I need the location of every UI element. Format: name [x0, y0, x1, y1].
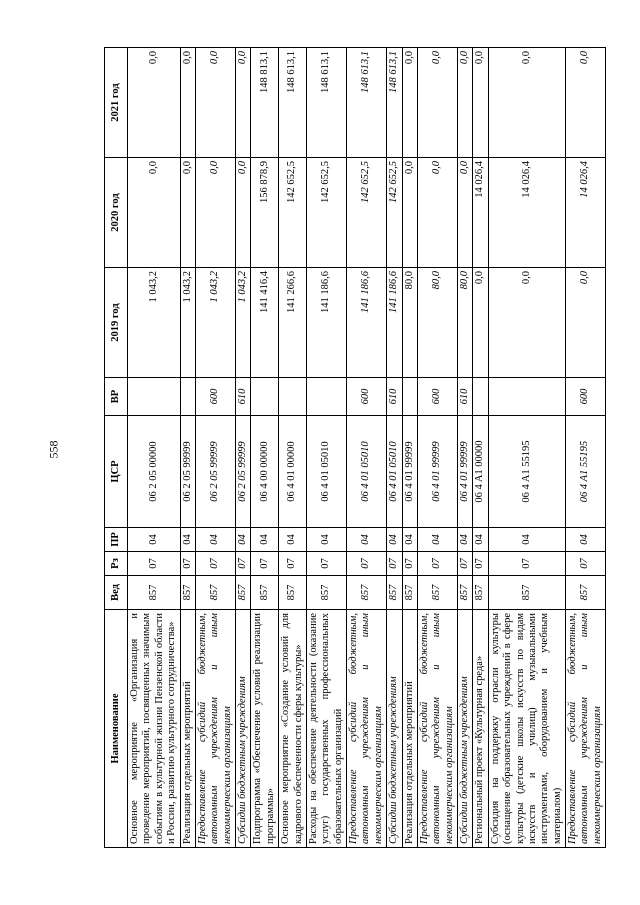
table-cell-2020: 0,0	[417, 158, 457, 268]
table-cell-vr: 610	[458, 378, 473, 416]
table-cell-vr: 600	[347, 378, 387, 416]
table-cell-2020: 0,0	[236, 158, 251, 268]
table-row	[387, 48, 402, 848]
table-row	[180, 48, 195, 848]
table-cell-2020: 0,0	[402, 158, 417, 268]
table-cell-2019: 1 043,2	[128, 268, 181, 378]
table-row	[566, 48, 606, 848]
page-number: 558	[46, 440, 61, 459]
table-cell-ved: 857	[458, 576, 473, 610]
table-cell-name: Подпрограмма «Обеспечение условий реализации программы»	[251, 610, 279, 848]
table-cell-2021: 0,0	[402, 48, 417, 158]
table-cell-ved: 857	[279, 576, 307, 610]
table-cell-2019: 1 043,2	[236, 268, 251, 378]
table-cell-rz: 07	[347, 552, 387, 576]
table-cell-ved: 857	[566, 576, 606, 610]
table-cell-ved: 857	[306, 576, 346, 610]
table-cell-vr	[488, 378, 565, 416]
table-cell-csr: 06 4 01 99999	[402, 416, 417, 528]
table-row	[128, 48, 181, 848]
table-cell-2021: 0,0	[236, 48, 251, 158]
table-cell-pr: 04	[180, 528, 195, 552]
table-cell-2020: 14 026,4	[488, 158, 565, 268]
table-cell-pr: 04	[195, 528, 235, 552]
table-cell-2021: 0,0	[458, 48, 473, 158]
table-cell-2021: 148 613,1	[279, 48, 307, 158]
table-cell-csr: 06 4 01 99999	[417, 416, 457, 528]
budget-table	[104, 47, 606, 848]
table-row	[236, 48, 251, 848]
table-cell-2020: 142 652,5	[306, 158, 346, 268]
header-ved: Вед	[105, 576, 128, 610]
table-cell-name: Региональный проект «Культурная среда»	[473, 610, 488, 848]
table-cell-2021: 0,0	[180, 48, 195, 158]
table-cell-csr: 06 2 05 99999	[236, 416, 251, 528]
table-cell-name: Субсидии бюджетным учреждениям	[458, 610, 473, 848]
table-cell-2020: 0,0	[180, 158, 195, 268]
table-cell-2020: 0,0	[128, 158, 181, 268]
table-cell-pr: 04	[251, 528, 279, 552]
table-cell-csr: 06 4 01 05010	[347, 416, 387, 528]
table-cell-pr: 04	[347, 528, 387, 552]
table-cell-name: Предоставление субсидий бюджетным, автономным учреждениям и иным некоммерческим организациям	[347, 610, 387, 848]
table-cell-rz: 07	[473, 552, 488, 576]
table-cell-vr	[251, 378, 279, 416]
table-cell-pr: 04	[488, 528, 565, 552]
table-cell-ved: 857	[473, 576, 488, 610]
table-cell-name: Субсидии бюджетным учреждениям	[236, 610, 251, 848]
table-cell-name: Субсидия на поддержку отрасли культуры (оснащение образовательных учреждений в сфере культуры (детские школы искусств по видам искусств и училищ) музыкальными инструментами, оборудованием и учебным материалом)	[488, 610, 565, 848]
table-cell-2021: 0,0	[195, 48, 235, 158]
table-cell-pr: 04	[236, 528, 251, 552]
table-cell-rz: 07	[566, 552, 606, 576]
table-cell-2021: 0,0	[566, 48, 606, 158]
table-cell-name: Реализация отдельных мероприятий	[402, 610, 417, 848]
table-cell-2019: 0,0	[473, 268, 488, 378]
table-row	[347, 48, 387, 848]
table-cell-2019: 0,0	[566, 268, 606, 378]
table-cell-2021: 148 613,1	[387, 48, 402, 158]
table-cell-pr: 04	[473, 528, 488, 552]
table-cell-ved: 857	[347, 576, 387, 610]
table-cell-name: Предоставление субсидий бюджетным, автономным учреждениям и иным некоммерческим организациям	[195, 610, 235, 848]
table-cell-name: Предоставление субсидий бюджетным, автономным учреждениям и иным некоммерческим организациям	[566, 610, 606, 848]
table-cell-rz: 07	[458, 552, 473, 576]
table-cell-ved: 857	[417, 576, 457, 610]
table-cell-2020: 0,0	[195, 158, 235, 268]
table-cell-2020: 0,0	[458, 158, 473, 268]
table-cell-2021: 0,0	[488, 48, 565, 158]
table-cell-rz: 07	[279, 552, 307, 576]
table-row	[473, 48, 488, 848]
table-cell-pr: 04	[279, 528, 307, 552]
table-cell-2019: 80,0	[417, 268, 457, 378]
table-cell-name: Реализация отдельных мероприятий	[180, 610, 195, 848]
table-cell-pr: 04	[402, 528, 417, 552]
table-cell-csr: 06 4 A1 55195	[566, 416, 606, 528]
table-cell-ved: 857	[180, 576, 195, 610]
table-cell-2019: 141 266,6	[279, 268, 307, 378]
table-cell-vr	[473, 378, 488, 416]
table-cell-name: Предоставление субсидий бюджетным, автономным учреждениям и иным некоммерческим организациям	[417, 610, 457, 848]
table-cell-rz: 07	[195, 552, 235, 576]
table-header-row	[105, 48, 128, 848]
table-cell-csr: 06 2 05 99999	[180, 416, 195, 528]
table-cell-vr: 600	[566, 378, 606, 416]
table-cell-vr: 600	[417, 378, 457, 416]
table-cell-pr: 04	[566, 528, 606, 552]
table-cell-2020: 142 652,5	[279, 158, 307, 268]
header-rz: Рз	[105, 552, 128, 576]
table-cell-rz: 07	[306, 552, 346, 576]
header-vr: ВР	[105, 378, 128, 416]
table-cell-rz: 07	[488, 552, 565, 576]
table-cell-2020: 142 652,5	[347, 158, 387, 268]
table-cell-2020: 142 652,5	[387, 158, 402, 268]
table-cell-2020: 14 026,4	[566, 158, 606, 268]
header-2020: 2020 год	[105, 158, 128, 268]
table-cell-2021: 148 613,1	[347, 48, 387, 158]
table-cell-2019: 80,0	[402, 268, 417, 378]
table-cell-pr: 04	[387, 528, 402, 552]
table-cell-ved: 857	[236, 576, 251, 610]
table-cell-rz: 07	[251, 552, 279, 576]
table-cell-pr: 04	[417, 528, 457, 552]
table-cell-ved: 857	[128, 576, 181, 610]
table-cell-2021: 0,0	[417, 48, 457, 158]
table-cell-csr: 06 4 01 99999	[458, 416, 473, 528]
table-row	[488, 48, 565, 848]
header-name: Наименование	[105, 610, 128, 848]
table-cell-vr	[128, 378, 181, 416]
table-cell-2020: 156 878,9	[251, 158, 279, 268]
table-cell-rz: 07	[236, 552, 251, 576]
table-cell-csr: 06 4 01 00000	[279, 416, 307, 528]
table-row	[402, 48, 417, 848]
table-body	[128, 48, 606, 848]
table-cell-name: Основное мероприятие «Создание условий для кадрового обеспеченности сферы культуры»	[279, 610, 307, 848]
table-cell-rz: 07	[402, 552, 417, 576]
table-cell-vr: 600	[195, 378, 235, 416]
table-cell-vr: 610	[236, 378, 251, 416]
table-cell-name: Расходы на обеспечение деятельности (оказание услуг) государственных профессиональных образовательных организаций	[306, 610, 346, 848]
table-cell-2021: 148 813,1	[251, 48, 279, 158]
table-cell-ved: 857	[387, 576, 402, 610]
table-cell-csr: 06 4 01 05010	[306, 416, 346, 528]
header-csr: ЦСР	[105, 416, 128, 528]
table-cell-name: Основное мероприятие «Организация и проведение мероприятий, посвященных значимым событиям в культурной жизни Пензенской области и России, развитию культурного сотрудничества»	[128, 610, 181, 848]
table-cell-2019: 1 043,2	[195, 268, 235, 378]
header-2019: 2019 год	[105, 268, 128, 378]
table-cell-2021: 0,0	[473, 48, 488, 158]
table-cell-2019: 141 186,6	[387, 268, 402, 378]
table-row	[417, 48, 457, 848]
table-cell-csr: 06 4 00 00000	[251, 416, 279, 528]
table-cell-2019: 80,0	[458, 268, 473, 378]
table-cell-vr	[180, 378, 195, 416]
table-row	[458, 48, 473, 848]
rotated-table-wrapper	[104, 48, 603, 848]
table-cell-csr: 06 4 01 05010	[387, 416, 402, 528]
table-cell-2019: 1 043,2	[180, 268, 195, 378]
table-row	[251, 48, 279, 848]
table-cell-2019: 141 186,6	[347, 268, 387, 378]
table-cell-2019: 141 416,4	[251, 268, 279, 378]
table-row	[306, 48, 346, 848]
table-cell-pr: 04	[458, 528, 473, 552]
header-pr: ПР	[105, 528, 128, 552]
table-cell-csr: 06 2 05 99999	[195, 416, 235, 528]
table-cell-vr: 610	[387, 378, 402, 416]
table-cell-ved: 857	[251, 576, 279, 610]
table-cell-csr: 06 4 A1 55195	[488, 416, 565, 528]
table-cell-pr: 04	[306, 528, 346, 552]
table-cell-ved: 857	[488, 576, 565, 610]
table-cell-vr	[279, 378, 307, 416]
table-cell-2021: 0,0	[128, 48, 181, 158]
table-cell-2019: 141 186,6	[306, 268, 346, 378]
table-row	[279, 48, 307, 848]
table-cell-ved: 857	[195, 576, 235, 610]
header-2021: 2021 год	[105, 48, 128, 158]
table-cell-name: Субсидии бюджетным учреждениям	[387, 610, 402, 848]
table-cell-pr: 04	[128, 528, 181, 552]
table-cell-rz: 07	[180, 552, 195, 576]
table-cell-rz: 07	[387, 552, 402, 576]
table-cell-csr: 06 2 05 00000	[128, 416, 181, 528]
table-cell-ved: 857	[402, 576, 417, 610]
table-cell-2021: 148 613,1	[306, 48, 346, 158]
table-cell-rz: 07	[417, 552, 457, 576]
table-row	[195, 48, 235, 848]
table-cell-vr	[402, 378, 417, 416]
table-cell-2020: 14 026,4	[473, 158, 488, 268]
table-cell-csr: 06 4 A1 00000	[473, 416, 488, 528]
table-cell-vr	[306, 378, 346, 416]
table-cell-rz: 07	[128, 552, 181, 576]
table-cell-2019: 0,0	[488, 268, 565, 378]
